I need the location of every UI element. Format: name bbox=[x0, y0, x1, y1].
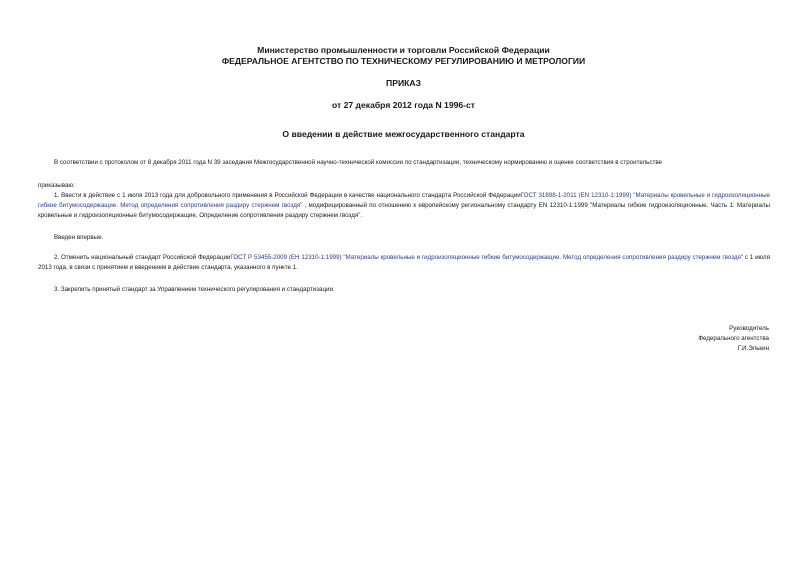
gost-r-53455-link[interactable]: ГОСТ Р 53455-2009 (ЕН 12310-1:1999) "Материалы кровельные и гидроизоляционные гибкие битумосодержащие. Метод определения сопротивления раздиру стержнем гвоздя" bbox=[230, 254, 744, 261]
document-date-number: от 27 декабря 2012 года N 1996-ст bbox=[331, 100, 476, 110]
document-subject: О введении в действие межгосударственного стандарта bbox=[282, 129, 525, 139]
signature-organization: Федерального агентства bbox=[698, 335, 769, 342]
preamble-paragraph: В соответствии с протоколом от 8 декабря 2011 года N 39 заседания Межгосударственной научно-технической комиссии по стандартизации, техническому нормированию и оценке соответствия в строительстве bbox=[54, 159, 662, 166]
gost-31898-link[interactable]: ГОСТ 31898-1-2011 (EN 12310-1:1999) "Материалы кровельные и гидроизоляционные гибкие битумосодержащие. Метод определения сопротивления раздиру стержнем гвоздя" bbox=[38, 192, 770, 209]
order-word: приказываю: bbox=[38, 182, 75, 189]
item-3-paragraph: 3. Закрепить принятый стандарт за Управлением технического регулирования и стандартизации. bbox=[54, 286, 335, 293]
item-1-paragraph bbox=[38, 191, 770, 221]
ministry-title: Министерство промышленности и торговли Российской Федерации bbox=[257, 45, 550, 55]
item-2-suffix: с 1 июля 2013 года, в связи с принятием и введением в действие стандарта, указанного в пункте 1. bbox=[38, 254, 770, 271]
item-1-prefix: 1. Ввести в действие с 1 июля 2013 года для добровольного применения в Российской Федерации в качестве национального стандарта Российской Федерации bbox=[54, 192, 521, 199]
item-2-prefix: 2. Отменить национальный стандарт Российской Федерации bbox=[54, 254, 231, 261]
signature-name: Г.И.Элькин bbox=[737, 345, 769, 352]
item-2-paragraph bbox=[38, 253, 770, 273]
signature-position: Руководитель bbox=[729, 325, 769, 332]
introduced-note: Введен впервые. bbox=[54, 234, 104, 241]
agency-title: ФЕДЕРАЛЬНОЕ АГЕНТСТВО ПО ТЕХНИЧЕСКОМУ РЕГУЛИРОВАНИЮ И МЕТРОЛОГИИ bbox=[221, 56, 586, 66]
item-1-suffix: , модифицированный по отношению к европейскому региональному стандарту EN 12310-1:1999 "Материалы гибкие гидроизоляционные. Часть 1: Материалы кровельные и гидроизоляционные битумосодержащие. Определение сопротивления раздиру стержнем гвоздя". bbox=[38, 202, 770, 219]
document-type: ПРИКАЗ bbox=[386, 78, 421, 88]
